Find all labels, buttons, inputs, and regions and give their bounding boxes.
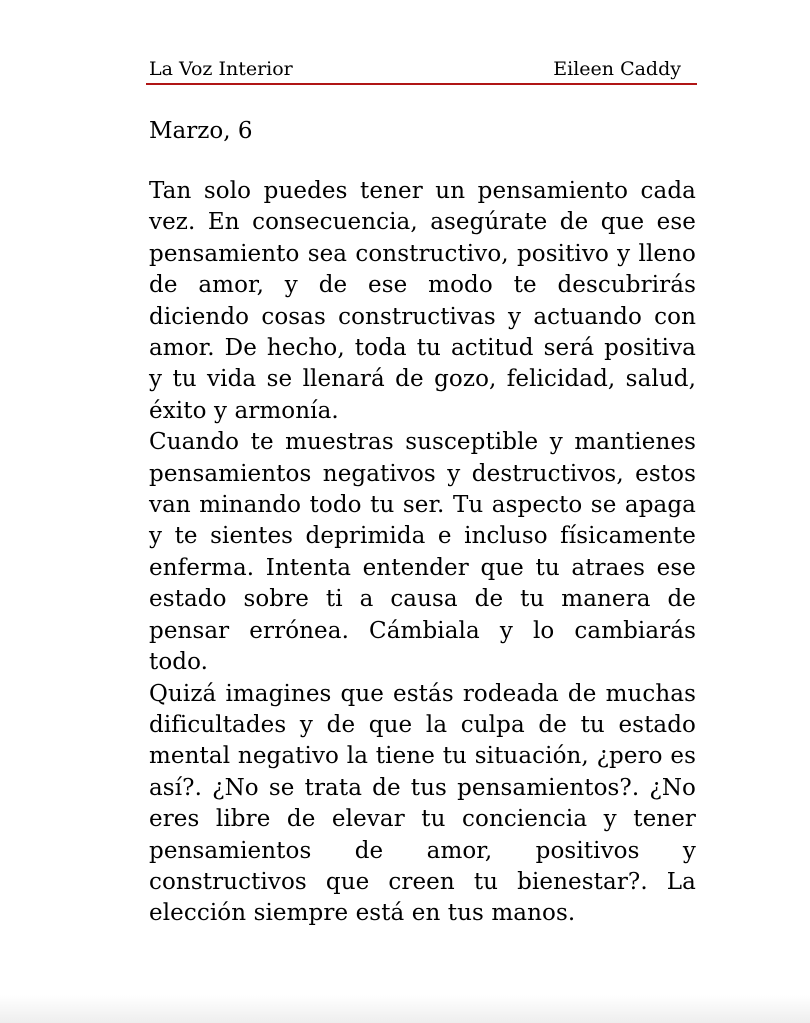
paragraph-1: Tan solo puedes tener un pensamiento cada vez. En consecuencia, asegúrate de que ese pensamiento sea constructivo, positivo y lleno de amor, y de ese modo te descubrirás diciendo cosas constructivas y actuando con amor. De hecho, toda tu actitud será positiva y tu vida se llenará de gozo, felicidad, salud, éxito y armonía. [149, 178, 696, 424]
page-bottom-shadow [0, 995, 810, 1023]
paragraph-2: Cuando te muestras susceptible y mantienes pensamientos negativos y destructivos, estos van minando todo tu ser. Tu aspecto se apaga y te sientes deprimida e incluso físicamente enferma. Intenta entender que tu atraes ese estado sobre ti a causa de tu manera de pensar errónea. Cámbiala y lo cambiarás todo. [149, 429, 696, 676]
entry-date: Marzo, 6 [149, 118, 253, 144]
entry-body [149, 176, 696, 930]
paragraph-3: Quizá imagines que estás rodeada de muchas dificultades y de que la culpa de tu estado mental negativo la tiene tu situación, ¿pero es así?. ¿No se trata de tus pensamientos?. ¿No eres libre de elevar tu conciencia y tener pensamientos de amor, positivos y constructivos que creen tu bienestar?. La elección siempre está en tus manos. [149, 680, 696, 927]
book-title: La Voz Interior [149, 58, 293, 80]
running-header [146, 57, 697, 85]
author-name: Eileen Caddy [553, 58, 681, 80]
